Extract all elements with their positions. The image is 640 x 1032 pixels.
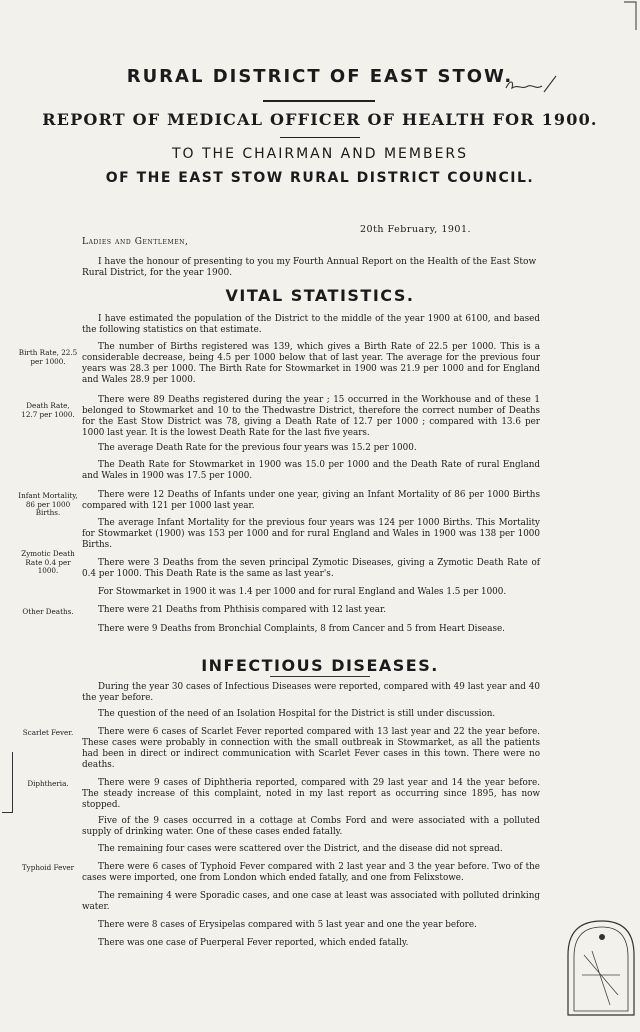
paragraph-isolation: The question of the need of an Isolation Hospital for the District is still under discussion. [98,709,496,719]
paragraph-births: The number of Births registered was 139, which gives a Birth Rate of 22.5 per 1000. This is a considerable decrease, being 4.5 per 1000 below that of last year. The average for the previous four years was 28.3 per 1000. The Birth Rate for Stowmarket in 1900 was 21.9 per 1000 and for England and Wales 28.9 per 1000. [82,342,540,385]
paragraph-stowmarket-death: The Death Rate for Stowmarket in 1900 was 15.0 per 1000 and the Death Rate of rural England and Wales in 1900 was 17.5 per 1000. [82,460,540,481]
paragraph-population: I have estimated the population of the District to the middle of the year 1900 at 6100, and based the following statistics on that estimate. [82,314,540,335]
paragraph-average-infant: The average Infant Mortality for the previous four years was 124 per 1000 Births. This Mortality for Stowmarket (1900) was 153 per 1000 and for rural England and Wales in 1900 was 138 per 1000 Births. [82,518,540,550]
paragraph-typhoid: There were 6 cases of Typhoid Fever compared with 2 last year and 3 the year before. Two of the cases were imported, one from London which ended fatally, and one from Felixstowe. [82,862,540,883]
handwritten-scribble [500,72,560,98]
page-edge-mark [618,0,640,40]
paragraph-puerperal: There was one case of Puerperal Fever reported, which ended fatally. [98,938,409,948]
library-stamp [562,915,640,1021]
infectious-diseases-heading: INFECTIOUS DISEASES. [201,656,439,675]
paragraph-infectious-total: During the year 30 cases of Infectious Diseases were reported, compared with 49 last year and 40 the year before. [82,682,540,703]
salutation: Ladies and Gentlemen, [82,237,189,247]
paragraph-stowmarket-zymotic: For Stowmarket in 1900 it was 1.4 per 1000 and for rural England and Wales 1.5 per 1000. [98,587,507,597]
subtitle-rule [280,137,360,138]
vital-statistics-heading: VITAL STATISTICS. [225,286,415,305]
section-rule [270,676,370,677]
paragraph-infants: There were 12 Deaths of Infants under one year, giving an Infant Mortality of 86 per 1000 Births compared with 121 per 1000 last year. [82,490,540,511]
margin-other-deaths: Other Deaths. [22,607,74,616]
paragraph-deaths: There were 89 Deaths registered during the year ; 15 occurred in the Workhouse and of these 1 belonged to Stowmarket and 10 to the Thedwastre District, therefore the correct number of Deaths for the East Stow District was 78, giving a Death Rate of 12.7 per 1000 ; compared with 13.6 per 1000 last year. It is the lowest Death Rate for the last five years. [82,395,540,438]
council-line: OF THE EAST STOW RURAL DISTRICT COUNCIL. [105,170,535,186]
paragraph-diphtheria: There were 9 cases of Diphtheria reported, compared with 29 last year and 14 the year before. The steady increase of this complaint, noted in my last report as occurring since 1895, has now stopped. [82,778,540,810]
paragraph-zymotic: There were 3 Deaths from the seven principal Zymotic Diseases, giving a Zymotic Death Rate of 0.4 per 1000. This Death Rate is the same as last year's. [82,558,540,579]
paragraph-sporadic: The remaining 4 were Sporadic cases, and one case at least was associated with polluted drinking water. [82,891,540,912]
margin-birth-rate: Birth Rate, 22.5 per 1000. [18,348,78,366]
letter-date: 20th February, 1901. [360,224,472,235]
report-title: REPORT OF MEDICAL OFFICER OF HEALTH FOR 1900. [42,110,598,129]
margin-zymotic: Zymotic Death Rate 0.4 per 1000. [21,549,75,575]
title-rule [263,100,375,102]
margin-scarlet-fever: Scarlet Fever. [22,728,74,737]
margin-bracket [2,752,13,813]
paragraph-average-death: The average Death Rate for the previous four years was 15.2 per 1000. [98,443,417,453]
paragraph-scarlet: There were 6 cases of Scarlet Fever reported compared with 13 last year and 22 the year before. These cases were probably in connection with the small outbreak in Stowmarket, as all the patients had been in direct or indirect communication with Scarlet Fever cases in this town. There were no deaths. [82,727,540,770]
margin-typhoid: Typhoid Fever [21,863,75,872]
address-line: TO THE CHAIRMAN AND MEMBERS [171,146,469,162]
paragraph-erysipelas: There were 8 cases of Erysipelas compared with 5 last year and one the year before. [98,920,477,930]
margin-infant-mortality: Infant Mortality, 86 per 1000 Births. [18,491,78,517]
district-title: RURAL DISTRICT OF EAST STOW. [126,66,514,87]
paragraph-phthisis: There were 21 Deaths from Phthisis compared with 12 last year. [98,605,386,615]
margin-diphtheria: Diphtheria. [27,779,69,788]
intro-paragraph: I have the honour of presenting to you my Fourth Annual Report on the Health of the East Stow Rural District, for the year 1900. [82,257,537,278]
margin-death-rate: Death Rate, 12.7 per 1000. [21,401,75,419]
paragraph-remaining-four: The remaining four cases were scattered over the District, and the disease did not spread. [98,844,503,854]
paragraph-other-deaths: There were 9 Deaths from Bronchial Complaints, 8 from Cancer and 5 from Heart Disease. [98,624,505,634]
paragraph-combs-ford: Five of the 9 cases occurred in a cottage at Combs Ford and were associated with a polluted supply of drinking water. One of these cases ended fatally. [82,816,540,837]
